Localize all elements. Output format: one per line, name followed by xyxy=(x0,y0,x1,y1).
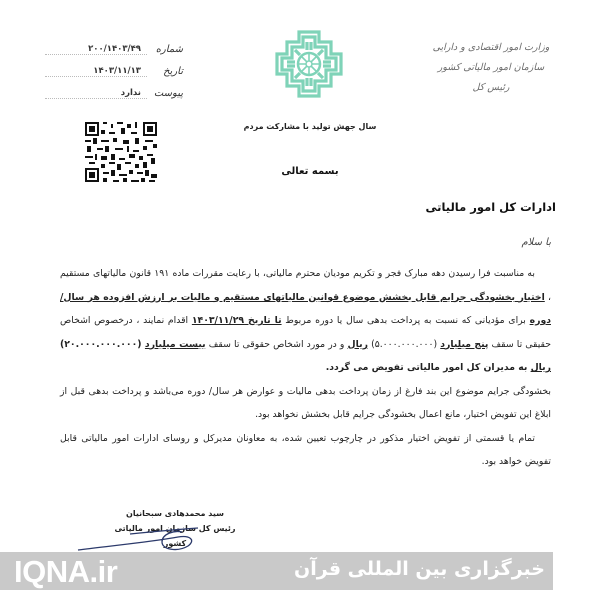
dotted-line xyxy=(45,76,147,77)
letter-number-row xyxy=(45,38,185,60)
paragraph-3: تمام یا قسمتی از تفویض اختیار مذکور در چارچوب تعیین شده، به معاونان مدیرکل و روسای ادارات امور مالیاتی قابل تفویض خواهد بود. xyxy=(60,432,551,467)
letter-attachment-label: پیوست xyxy=(151,88,185,99)
dotted-line xyxy=(45,54,147,55)
signatory-name: سید محمدهادی سبحانیان xyxy=(125,509,225,518)
text-segment: و در مورد اشخاص حقوقی تا سقف xyxy=(205,338,348,350)
letter-meta xyxy=(45,38,185,104)
ministry-heading xyxy=(421,38,561,98)
ministry-line-2: سازمان امور مالیاتی کشور xyxy=(437,62,545,73)
letter-number-value: ۲۰۰/۱۴۰۳/۴۹ xyxy=(88,44,141,54)
watermark-agency: خبرگزاری بین المللی قرآن xyxy=(294,558,545,580)
letter-number-label: شماره xyxy=(151,44,185,55)
ministry-line-1: وزارت امور اقتصادی و دارایی xyxy=(432,42,550,53)
text-segment: اقدام نمایند ، درخصوص اشخاص حقیقی تا سقف xyxy=(60,315,551,350)
watermark-site: IQNA.ir xyxy=(14,554,118,589)
text-segment: برای مؤدیانی که نسبت به پرداخت بدهی سال یا دوره مربوط xyxy=(281,315,530,326)
signature-scrawl-icon xyxy=(70,520,210,554)
ministry-line-3: رئیس کل xyxy=(472,82,510,93)
currency: ریال xyxy=(530,362,551,373)
text-segment: به مناسبت فرا رسیدن دهه مبارک فجر و تکریم مودیان محترم مالیاتی، با رعایت مقررات ماده ۱۹۱ قانون مالیاتهای مستقیم ، xyxy=(60,268,551,303)
letter-body xyxy=(60,262,551,474)
delegation-clause: به مدیران کل امور مالیاتی تفویض می گردد. xyxy=(325,362,531,373)
dotted-line xyxy=(45,98,147,99)
letter-date-row xyxy=(45,60,185,82)
paragraph-2: بخشودگی جرایم موضوع این بند فارغ از زمان پرداخت بدهی مالیات و عوارض هر سال/ دوره می‌باشد و پرداخت بدهی قبل از ابلاغ این تفویض اختیار، مانع اعمال بخشودگی جرایم قابل بخشش نخواهد بود. xyxy=(60,385,551,420)
letter-attachment-value: ندارد xyxy=(120,88,141,98)
bismillah-heading: بسمه تعالی xyxy=(281,166,339,177)
currency: ریال xyxy=(347,338,368,350)
year-slogan: سال جهش تولید با مشارکت مردم xyxy=(243,122,377,131)
legal-cap-amount: (۲۰.۰۰۰.۰۰۰.۰۰۰) xyxy=(60,338,145,350)
letter-attachment-row xyxy=(45,82,185,104)
paragraph-1 xyxy=(60,262,551,380)
tax-organization-logo-icon xyxy=(273,28,345,100)
signatory-title: رئیس کل سازمان امور مالیاتی کشور xyxy=(114,524,236,548)
qr-code-icon xyxy=(83,120,159,184)
individual-cap-words: پنج میلیارد xyxy=(440,338,489,350)
letter-date-value: ۱۴۰۳/۱۱/۱۳ xyxy=(93,66,141,76)
letter-date-label: تاریخ xyxy=(151,66,185,77)
legal-cap-words: بیست میلیارد xyxy=(144,338,206,350)
delegation-subject: اختیار بخشودگی جرایم قابل بخشش موضوع قوانین مالیاتهای مستقیم و مالیات بر ارزش افزوده هر سال/ دوره xyxy=(60,291,551,326)
watermark-bar xyxy=(0,552,553,590)
letter-salutation: با سلام xyxy=(521,237,551,248)
deadline-date: تا تاریخ ۱۴۰۳/۱۱/۲۹ xyxy=(191,315,282,326)
letter-recipient: ادارات کل امور مالیاتی xyxy=(425,200,556,214)
individual-cap-amount: (۵.۰۰۰.۰۰۰.۰۰۰) xyxy=(367,338,441,350)
